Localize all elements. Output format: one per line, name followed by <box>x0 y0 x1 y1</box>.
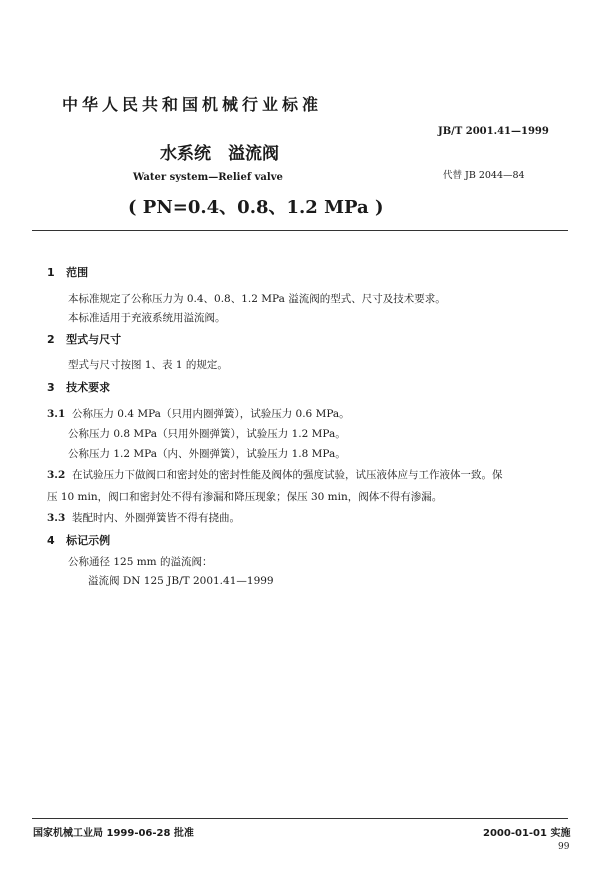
paragraph: 型式与尺寸按图 1、表 1 的规定。 <box>68 359 228 371</box>
section-3-heading: 3 技术要求 <box>47 381 111 394</box>
footer-rule <box>32 818 568 819</box>
clause-3-2: 3.2 在试验压力下做阀口和密封处的密封性能及阀体的强度试验，试压液体应与工作液体一致。保 <box>47 469 503 481</box>
section-2-heading: 2 型式与尺寸 <box>47 333 122 346</box>
issuing-org: 中华人民共和国机械行业标准 <box>62 95 323 114</box>
page-number: 99 <box>558 842 570 852</box>
paragraph: 公称压力 1.2 MPa（内、外圈弹簧），试验压力 1.8 MPa。 <box>68 448 346 460</box>
paragraph: 压 10 min，阀口和密封处不得有渗漏和降压现象；保压 30 min，阀体不得有渗漏。 <box>47 491 443 503</box>
title-cn: 水系统 溢流阀 <box>160 144 279 164</box>
standard-number: JB/T 2001.41—1999 <box>438 126 549 137</box>
section-1-heading: 1 范围 <box>47 266 89 279</box>
clause-3-3: 3.3 装配时内、外圈弹簧皆不得有挠曲。 <box>47 512 240 524</box>
replaces-standard: 代替 JB 2044—84 <box>443 170 525 181</box>
implementation-date: 2000-01-01 实施 <box>483 828 571 839</box>
paragraph: 公称通径 125 mm 的溢流阀： <box>68 556 213 568</box>
title-en: Water system—Relief valve <box>133 172 283 183</box>
paragraph: 本标准适用于充液系统用溢流阀。 <box>68 312 226 324</box>
approval-date: 国家机械工业局 1999-06-28 批准 <box>33 828 194 839</box>
marking-example: 溢流阀 DN 125 JB/T 2001.41—1999 <box>88 575 274 587</box>
header-rule <box>32 230 568 231</box>
section-4-heading: 4 标记示例 <box>47 534 111 547</box>
paragraph: 公称压力 0.8 MPa（只用外圈弹簧），试验压力 1.2 MPa。 <box>68 428 346 440</box>
clause-3-1: 3.1 公称压力 0.4 MPa（只用内圈弹簧），试验压力 0.6 MPa。 <box>47 408 350 420</box>
paragraph: 本标准规定了公称压力为 0.4、0.8、1.2 MPa 溢流阀的型式、尺寸及技术要求。 <box>68 293 446 305</box>
pressure-range: ( PN=0.4、0.8、1.2 MPa ) <box>128 197 384 218</box>
